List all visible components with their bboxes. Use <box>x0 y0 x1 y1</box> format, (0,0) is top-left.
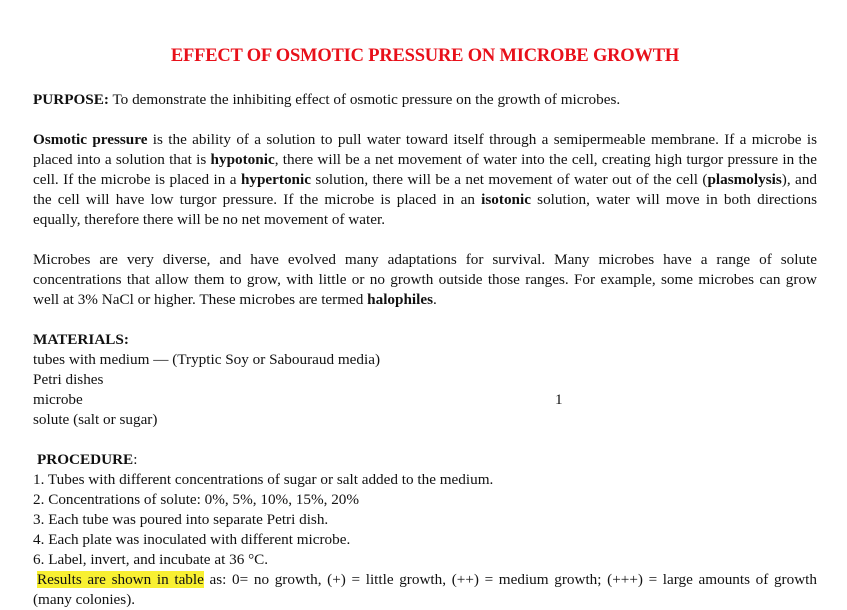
materials-item: solute (salt or sugar) <box>33 411 158 428</box>
term-osmotic-pressure: Osmotic pressure <box>33 131 148 148</box>
term-isotonic: isotonic <box>481 191 531 208</box>
osmotic-text-4: ), and the cell will have low turgor pressure. If the microbe is placed in an <box>33 171 817 208</box>
materials-section <box>33 330 817 430</box>
materials-item: microbe <box>33 391 83 408</box>
procedure-colon: : <box>133 451 138 468</box>
osmotic-text-2: , there will be a net movement of water into the cell, creating high turgor pressure in the cell. If the microbe is placed in a <box>33 151 817 188</box>
term-plasmolysis: plasmolysis <box>707 171 782 188</box>
osmotic-text-5: solution, water will move in both directions equally, therefore there will be no net movement of water. <box>33 191 817 228</box>
results-highlight: Results are shown in table <box>37 571 204 588</box>
diversity-text-2: . <box>433 291 437 308</box>
page-number: 1 <box>555 391 563 408</box>
diversity-text-1: Microbes are very diverse, and have evolved many adaptations for survival. Many microbes have a range of solute concentrations that allow them to grow, with little or no growth outside those ranges. For example, some microbes can grow well at 3% NaCl or higher. These microbes are termed <box>33 251 817 308</box>
purpose-section <box>33 90 817 110</box>
osmotic-pressure-paragraph <box>33 130 817 230</box>
procedure-section <box>33 450 817 610</box>
procedure-step: 2. Concentrations of solute: 0%, 5%, 10%, 15%, 20% <box>33 491 360 508</box>
diversity-paragraph <box>33 250 817 310</box>
procedure-heading <box>33 450 817 470</box>
osmotic-text-3: solution, there will be a net movement of water out of the cell ( <box>310 171 708 188</box>
materials-item: Petri dishes <box>33 371 104 388</box>
purpose-label: PURPOSE: <box>33 91 109 108</box>
document-title: EFFECT OF OSMOTIC PRESSURE ON MICROBE GROWTH <box>170 46 680 66</box>
term-hypertonic: hypertonic <box>240 171 311 188</box>
purpose-text: To demonstrate the inhibiting effect of osmotic pressure on the growth of microbes. <box>108 91 621 108</box>
results-text: as: 0= no growth, (+) = little growth, (++) = medium growth; (+++) = large amounts of growth (many colonies). <box>33 571 817 608</box>
procedure-step: 1. Tubes with different concentrations of sugar or salt added to the medium. <box>33 471 494 488</box>
materials-label: MATERIALS: <box>33 331 129 348</box>
materials-item: tubes with medium — (Tryptic Soy or Sabouraud media) <box>33 351 381 368</box>
results-paragraph <box>33 570 817 610</box>
term-halophiles: halophiles <box>367 291 433 308</box>
procedure-step: 4. Each plate was inoculated with different microbe. <box>33 531 351 548</box>
materials-item-row <box>33 390 817 410</box>
term-hypotonic: hypotonic <box>210 151 275 168</box>
document-page <box>33 40 817 610</box>
procedure-label: PROCEDURE <box>37 451 134 468</box>
osmotic-text-1: is the ability of a solution to pull water toward itself through a semipermeable membrane. If a microbe is placed into a solution that is <box>33 131 817 168</box>
procedure-step: 6. Label, invert, and incubate at 36 °C. <box>33 551 269 568</box>
procedure-step: 3. Each tube was poured into separate Petri dish. <box>33 511 329 528</box>
